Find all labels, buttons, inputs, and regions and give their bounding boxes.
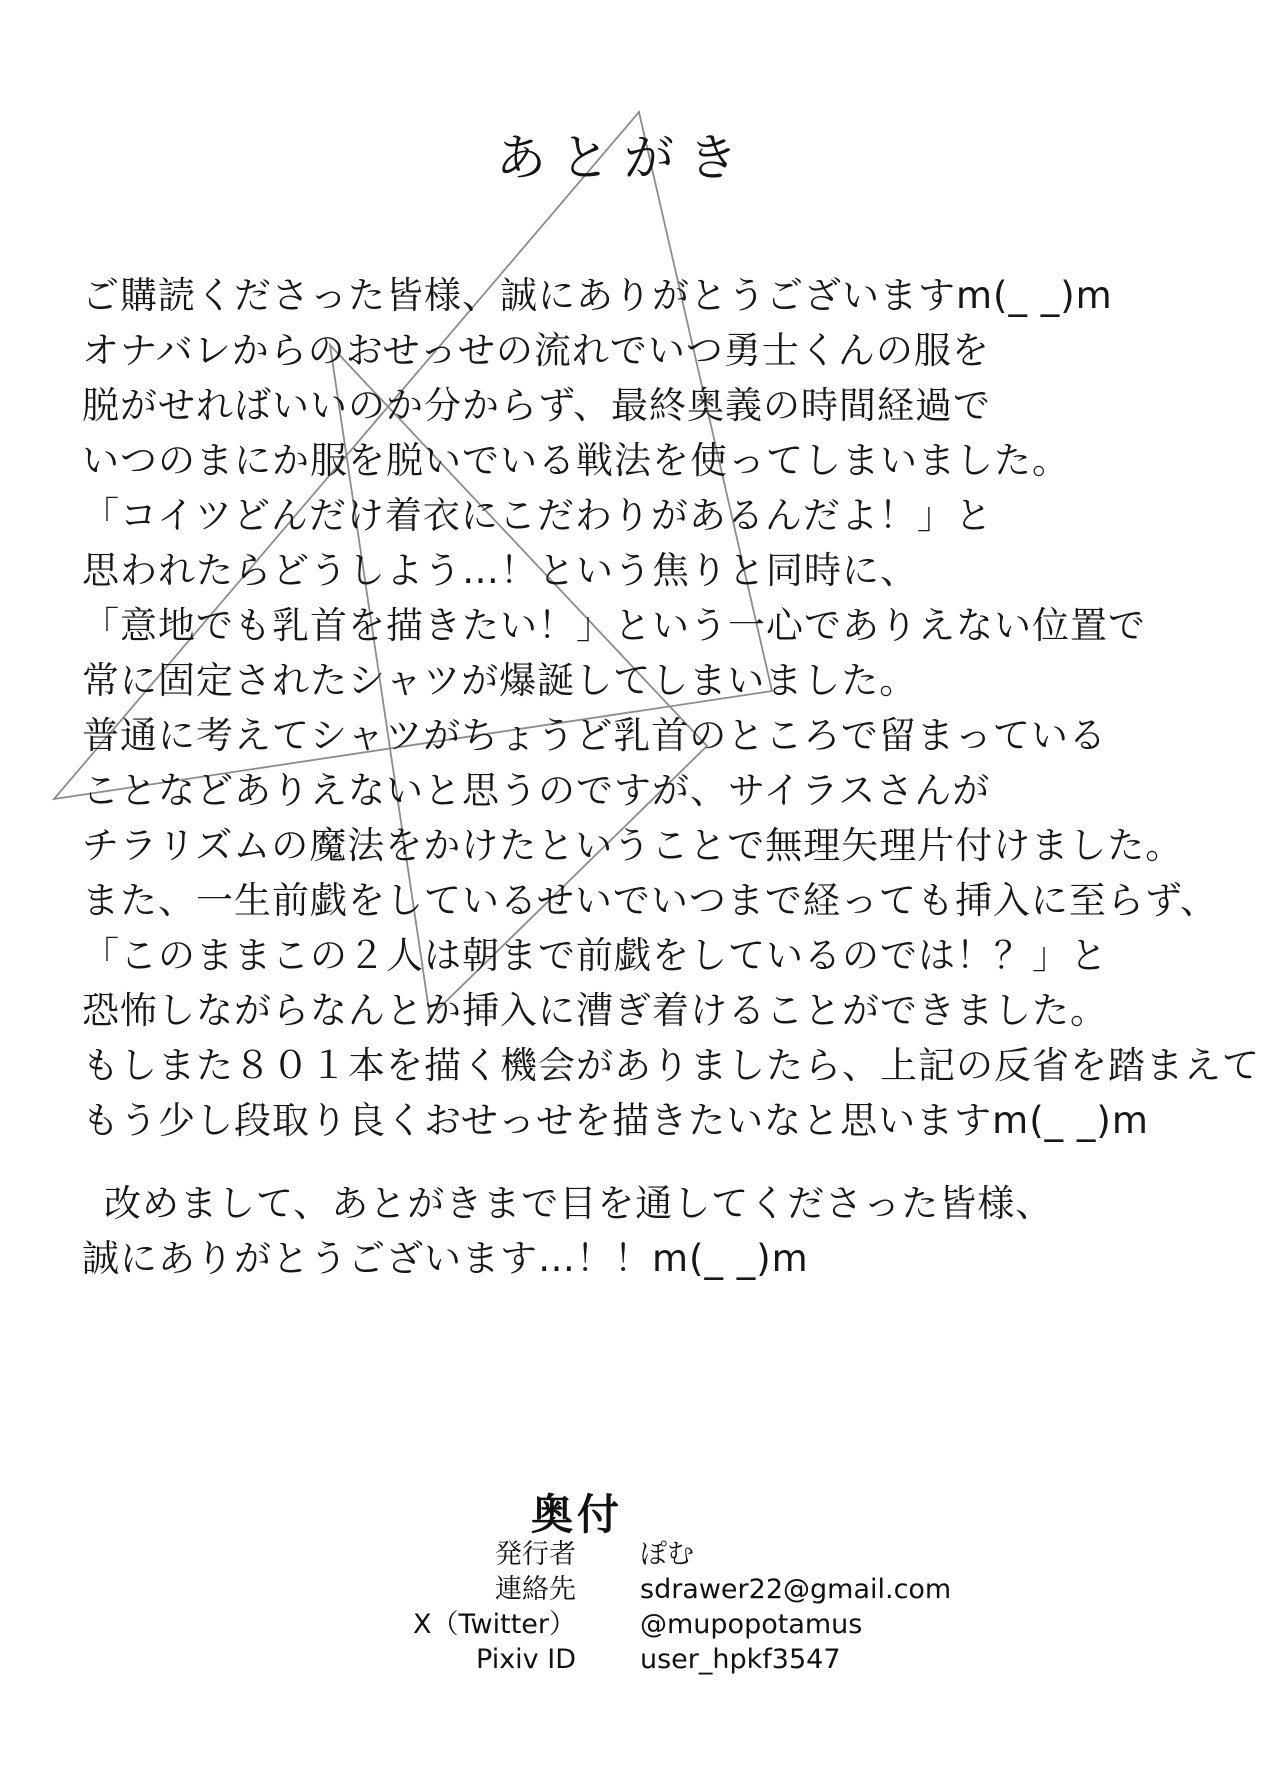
afterword-line: 恐怖しながらなんとか挿入に漕ぎ着けることができました。: [82, 989, 1108, 1032]
colophon-label-contact: 連絡先: [495, 1574, 576, 1605]
colophon-value-twitter-handle: @mupopotamus: [640, 1609, 863, 1640]
colophon-label-publisher: 発行者: [495, 1539, 576, 1570]
colophon-table: [180, 1541, 1040, 1674]
afterword-line: 改めまして、あとがきまで目を通してくださった皆様、: [104, 1182, 1054, 1225]
afterword-line: いつのまにか服を脱いでいる戦法を使ってしまいました。: [82, 439, 1070, 482]
colophon-value-pixiv-id: user_hpkf3547: [640, 1644, 841, 1675]
afterword-line: 常に固定されたシャツが爆誕してしまいました。: [82, 659, 918, 702]
afterword-line: 脱がせればいいのか分からず、最終奥義の時間経過で: [82, 384, 992, 427]
afterword-line: オナバレからのおせっせの流れでいつ勇士くんの服を: [82, 329, 990, 372]
afterword-line: 思われたらどうしよう…！という焦りと同時に、: [82, 549, 918, 592]
afterword-line: 「このままこの２人は朝まで前戯をしているのでは！？」と: [82, 934, 1108, 977]
afterword-line: ご購読くださった皆様、誠にありがとうございますm(_ _)m: [82, 274, 1113, 317]
afterword-line: また、一生前戯をしているせいでいつまで経っても挿入に至らず、: [82, 879, 1218, 922]
colophon-label-pixiv: Pixiv ID: [476, 1644, 576, 1675]
paragraph-gap: [82, 1148, 1260, 1176]
afterword-line: もしまた８０１本を描く機会がありましたら、上記の反省を踏まえて: [82, 1044, 1260, 1087]
page-title: あとがき: [496, 129, 752, 187]
afterword-line: 「意地でも乳首を描きたい！」という一心でありえない位置で: [82, 604, 1146, 647]
afterword-line: ことなどありえないと思うのですが、サイラスさんが: [82, 769, 991, 812]
afterword-line: 誠にありがとうございます…！！m(_ _)m: [82, 1237, 809, 1280]
colophon-value-publisher: ぽむ: [640, 1539, 694, 1570]
afterword-text: [82, 268, 1260, 1286]
afterword-line: 「コイツどんだけ着衣にこだわりがあるんだよ！」と: [82, 494, 993, 537]
afterword-line: チラリズムの魔法をかけたということで無理矢理片付けました。: [82, 824, 1184, 867]
colophon-heading: 奥付: [530, 1490, 623, 1539]
afterword-line: 普通に考えてシャツがちょうど乳首のところで留まっている: [82, 714, 1107, 757]
colophon-label-twitter: X（Twitter）: [413, 1609, 576, 1640]
afterword-line: もう少し段取り良くおせっせを描きたいなと思いますm(_ _)m: [82, 1099, 1149, 1142]
colophon-value-contact-email: sdrawer22@gmail.com: [640, 1574, 952, 1605]
